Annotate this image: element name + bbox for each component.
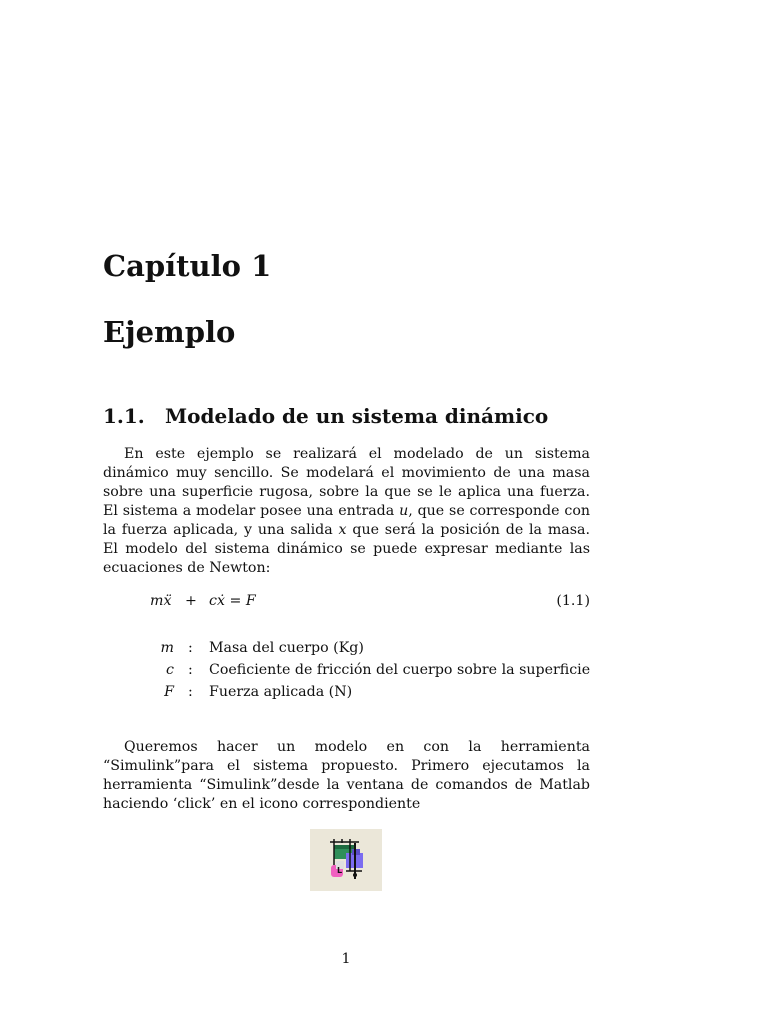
simulink-icon-graphic <box>310 829 382 891</box>
definition-description: Coeficiente de fricción del cuerpo sobre la superficie <box>209 662 591 678</box>
definition-colon: : <box>188 640 193 656</box>
section-title: Modelado de un sistema dinámico <box>165 404 549 428</box>
equation-rhs: cẋ = F <box>209 593 256 609</box>
definition-symbol: c <box>166 662 174 678</box>
definition-colon: : <box>188 662 193 678</box>
equation-number: (1.1) <box>556 593 590 609</box>
definition-symbol: m <box>160 640 174 656</box>
simulink-icon <box>310 829 382 891</box>
math-var-u: u <box>399 503 409 519</box>
symbol-definitions <box>140 637 600 703</box>
definition-colon: : <box>188 684 193 700</box>
chapter-label: Capítulo 1 <box>103 249 272 283</box>
definition-row <box>140 659 600 681</box>
paragraph-text: , que se corresponde con la fuerza aplicada, y una salida <box>103 503 590 538</box>
definition-description: Fuerza aplicada (N) <box>209 684 353 700</box>
paragraph-text: En este ejemplo se realizará el modelado de un sistema dinámico muy sencillo. Se modelará el movimiento de una masa sobre una superficie rugosa, sobre la que se le aplica una fuerza. El sistema a modelar posee una entrada <box>103 446 590 519</box>
section-number: 1.1. <box>103 404 145 428</box>
svg-text:L: L <box>337 866 343 875</box>
equation-operator: + <box>185 593 197 609</box>
paragraph-text: que será la posición de la masa. El modelo del sistema dinámico se puede expresar mediante las ecuaciones de Newton: <box>103 522 590 576</box>
math-var-x: x <box>338 522 347 538</box>
definition-description: Masa del cuerpo (Kg) <box>209 640 364 656</box>
definition-symbol: F <box>164 684 174 700</box>
definition-row <box>140 637 600 659</box>
definition-row <box>140 681 600 703</box>
equation-lhs: mẍ <box>150 593 172 609</box>
simulink-paragraph: Queremos hacer un modelo en con la herramienta “Simulink”para el sistema propuesto. Primero ejecutamos la herramienta “Simulink”desde la ventana de comandos de Matlab haciendo ‘click’ en el icono correspondiente <box>103 739 590 812</box>
chapter-title: Ejemplo <box>103 315 236 349</box>
section-heading <box>103 406 548 426</box>
page-number: 1 <box>341 951 351 967</box>
intro-paragraph <box>103 445 590 578</box>
